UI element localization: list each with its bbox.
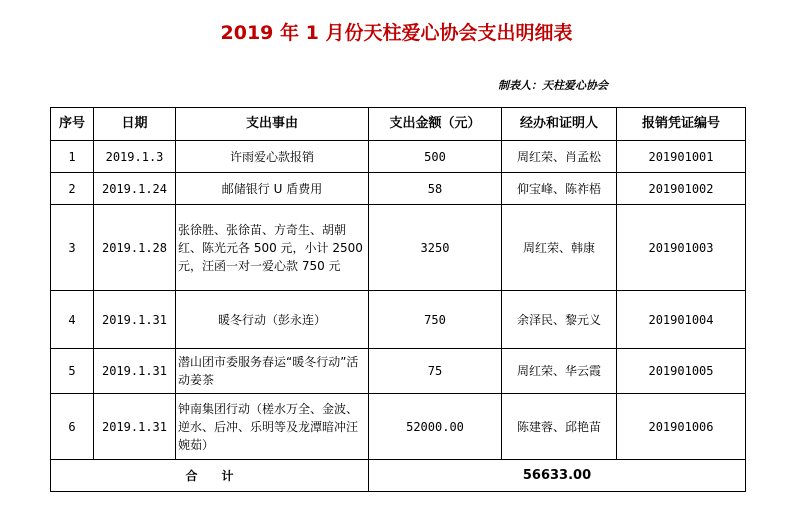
row-voucher: 201901004 [617,291,746,349]
row-reason: 邮储银行 U 盾费用 [176,173,369,205]
table-header-row [51,108,746,141]
table-row [51,173,746,205]
row-date: 2019.1.31 [94,291,176,349]
row-voucher: 201901006 [617,394,746,460]
row-amount: 500 [369,141,502,173]
header-handlers: 经办和证明人 [502,108,617,141]
row-handlers: 周红荣、华云霞 [502,349,617,394]
row-index: 3 [51,205,94,291]
table-row [51,394,746,460]
row-handlers: 余泽民、黎元义 [502,291,617,349]
row-reason: 张徐胜、张徐苗、方奇生、胡朝红、陈光元各 500 元，小计 2500 元，汪函一对一爱心款 750 元 [176,205,369,291]
row-amount: 75 [369,349,502,394]
row-date: 2019.1.24 [94,173,176,205]
row-amount: 52000.00 [369,394,502,460]
row-index: 6 [51,394,94,460]
row-amount: 750 [369,291,502,349]
row-date: 2019.1.3 [94,141,176,173]
row-voucher: 201901001 [617,141,746,173]
row-index: 1 [51,141,94,173]
table-row [51,205,746,291]
row-reason: 许雨爱心款报销 [176,141,369,173]
header-voucher: 报销凭证编号 [617,108,746,141]
row-amount: 58 [369,173,502,205]
row-voucher: 201901003 [617,205,746,291]
row-index: 4 [51,291,94,349]
expense-table [50,107,746,492]
row-reason: 潜山团市委服务春运“暖冬行动”活动姜茶 [176,349,369,394]
row-handlers: 陈建蓉、邱艳苗 [502,394,617,460]
row-handlers: 周红荣、肖孟松 [502,141,617,173]
row-amount: 3250 [369,205,502,291]
row-index: 2 [51,173,94,205]
table-row [51,141,746,173]
row-index: 5 [51,349,94,394]
page-title: 2019 年 1 月份天柱爱心协会支出明细表 [220,22,573,44]
header-date: 日期 [94,108,176,141]
row-voucher: 201901002 [617,173,746,205]
header-index: 序号 [51,108,94,141]
header-amount: 支出金额（元） [369,108,502,141]
total-value: 56633.00 [369,460,746,492]
row-date: 2019.1.31 [94,394,176,460]
row-handlers: 仰宝峰、陈祚梧 [502,173,617,205]
header-reason: 支出事由 [176,108,369,141]
table-row [51,291,746,349]
row-reason: 暖冬行动（彭永连） [176,291,369,349]
row-reason: 钟南集团行动（槎水万全、金波、逆水、后冲、乐明等及龙潭暗冲汪婉茹） [176,394,369,460]
row-voucher: 201901005 [617,349,746,394]
row-date: 2019.1.28 [94,205,176,291]
row-date: 2019.1.31 [94,349,176,394]
row-handlers: 周红荣、韩康 [502,205,617,291]
total-row [51,460,746,492]
maker-label: 制表人：天柱爱心协会 [498,79,608,92]
total-label: 合 计 [51,460,369,492]
table-row [51,349,746,394]
